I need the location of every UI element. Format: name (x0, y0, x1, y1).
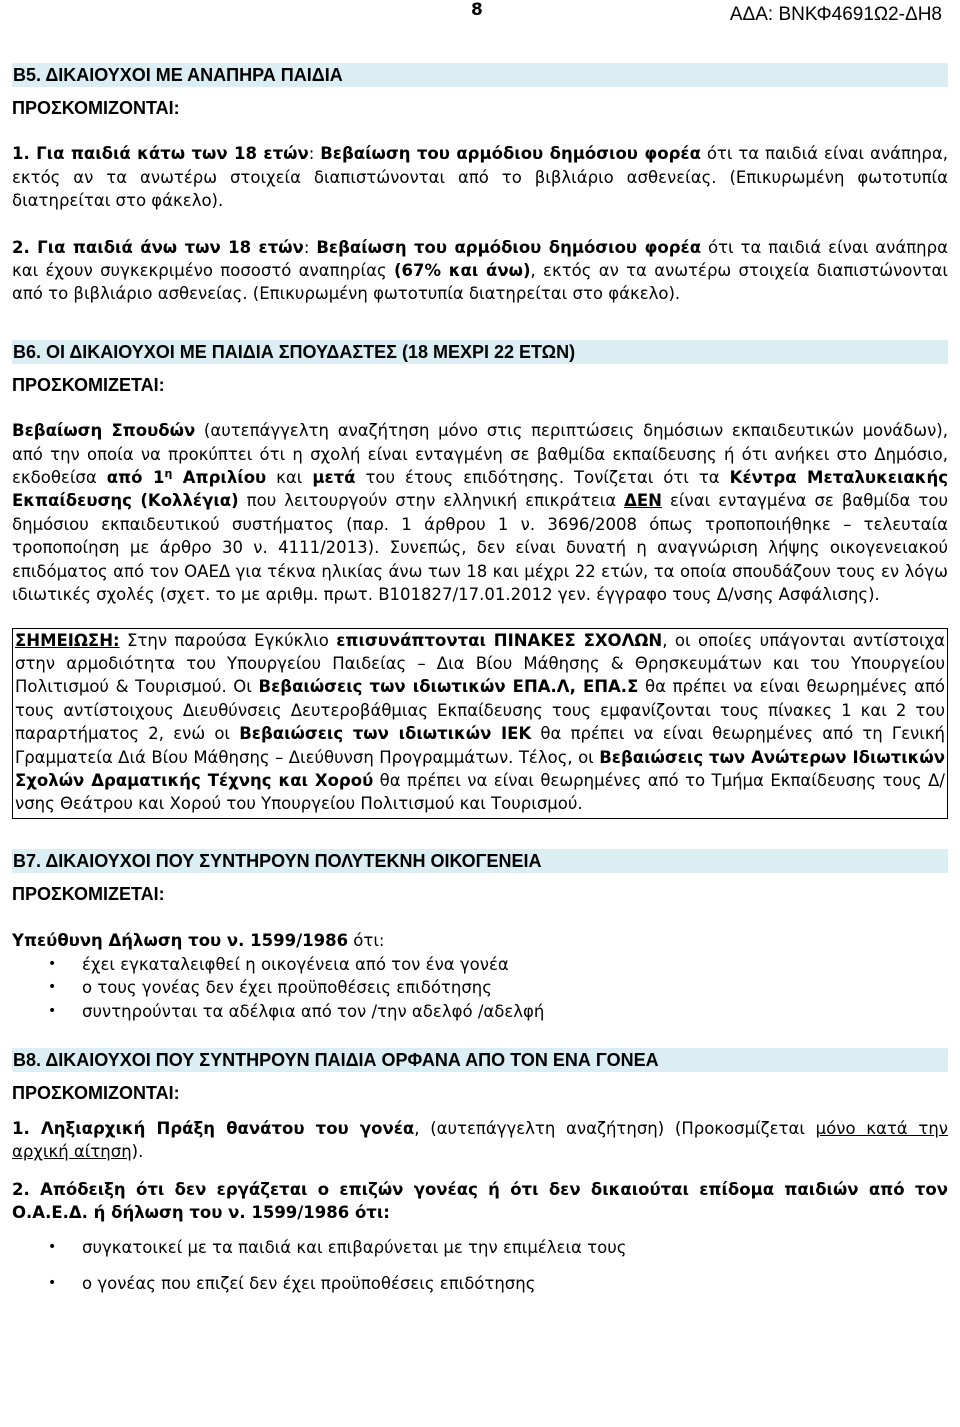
b8-item-1: 1. Ληξιαρχική Πράξη θανάτου του γονέα, (αυτεπάγγελτη αναζήτηση) (Προκοσμίζεται μόνο κατά την αρχική αίτηση). (12, 1118, 948, 1162)
list-item: • ο τους γονέας δεν έχει προϋποθέσεις επιδότησης (82, 976, 948, 1000)
b5-item-1: 1. Για παιδιά κάτω των 18 ετών: Βεβαίωση του αρμόδιου δημόσιου φορέα ότι τα παιδιά είναι ανάπηρα, εκτός αν τα ανωτέρω στοιχεία διαπιστώνονται από το βιβλιάριο ασθενείας. (Επικυρωμένη φωτοτυπία διατηρείται στο φάκελο). (12, 144, 948, 211)
section-b6-title: Β6. ΟΙ ΔΙΚΑΙΟΥΧΟΙ ΜΕ ΠΑΙΔΙΑ ΣΠΟΥΔΑΣΤΕΣ (18 ΜΕΧΡΙ 22 ΕΤΩΝ) (12, 340, 948, 364)
section-b6-submit: ΠΡΟΣΚΟΜΙΖΕΤΑΙ: (12, 374, 165, 395)
list-item: • έχει εγκαταλειφθεί η οικογένεια από τον ένα γονέα (82, 953, 948, 977)
section-b7-submit: ΠΡΟΣΚΟΜΙΖΕΤΑΙ: (12, 883, 165, 904)
b5-item-2: 2. Για παιδιά άνω των 18 ετών: Βεβαίωση του αρμόδιου δημόσιου φορέα ότι τα παιδιά είναι ανάπηρα και έχουν συγκεκριμένο ποσοστό αναπηρίας (67% και άνω), εκτός αν τα ανωτέρω στοιχεία διαπιστώνονται από το βιβλιάριο ασθενείας. (Επικυρωμένη φωτοτυπία διατηρείται στο φάκελο). (12, 237, 949, 304)
note-text: ΣΗΜΕΙΩΣΗ: Στην παρούσα Εγκύκλιο επισυνάπτονται ΠΙΝΑΚΕΣ ΣΧΟΛΩΝ, οι οποίες υπάγονται αντίστοιχα στην αρμοδιότητα του Υπουργείου Παιδείας – Δια Βίου Μάθησης & Θρησκευμάτων και του Υπουργείου Πολιτισμού & Τουρισμού. Οι Βεβαιώσεις των ιδιωτικών ΕΠΑ.Λ, ΕΠΑ.Σ θα πρέπει να είναι θεωρημένες από τους αντίστοιχους Διευθύνσεις Δευτεροβάθμιας Εκπαίδευσης τους εμφανίζονται τους πίνακες 1 και 2 του παραρτήματος 2, ενώ οι Βεβαιώσεις των ιδιωτικών ΙΕΚ θα πρέπει να είναι θεωρημένες από τη Γενική Γραμματεία Διά Βίου Μάθησης – Διεύθυνση Προγραμμάτων. Τέλος, οι Βεβαιώσεις των Ανώτερων Ιδιωτικών Σχολών Δραματικής Τέχνης και Χορού θα πρέπει να είναι θεωρημένες από το Τμήμα Εκπαίδευσης τους Δ/νσης Θεάτρου και Χορού του Υπουργείου Πολιτισμού και Τουρισμού. (15, 630, 946, 814)
list-item: • συγκατοικεί με τα παιδιά και επιβαρύνεται με την επιμέλεια τους (82, 1236, 948, 1260)
section-b7-title: Β7. ΔΙΚΑΙΟΥΧΟΙ ΠΟΥ ΣΥΝΤΗΡΟΥΝ ΠΟΛΥΤΕΚΝΗ ΟΙΚΟΓΕΝΕΙΑ (12, 849, 948, 873)
b8-bullet-list (12, 1236, 948, 1295)
section-b5-submit: ΠΡΟΣΚΟΜΙΖΟΝΤΑΙ: (12, 98, 180, 118)
b6-paragraph: Βεβαίωση Σπουδών (αυτεπάγγελτη αναζήτηση μόνο στις περιπτώσεις δημόσιων εκπαιδευτικών μονάδων), από την οποία να προκύπτει ότι η σχολή είναι ενταγμένη σε βαθμίδα εκπαίδευσης ή ότι ανήκει στο Δημόσιο, εκδοθείσα από $1^\eta$ Απριλίου και μετά του έτους επιδότησης. Τονίζεται ότι τα Κέντρα Μεταλυκειακής Εκπαίδευσης (Κολλέγια) που λειτουργούν στην ελληνική επικράτεια ΔΕΝ είναι ενταγμένα σε βαθμίδα του δημόσιου εκπαιδευτικού συστήματος (παρ. 1 άρθρου 1 ν. 3696/2008 όπως τροποποιήθηκε – τελευταία τροποποίηση με άρθρο 30 ν. 4111/2013). Συνεπώς, δεν είναι δυνατή η αναγνώριση λήψης οικογενειακού επιδόματος από τον ΟΑΕΔ για τέκνα ηλικίας άνω των 18 και μέχρι 22 ετών, τα οποία σπουδάζουν τους εν λόγω ιδιωτικές σχολές (σχετ. το με αριθμ. πρωτ. Β101827/17.01.2012 γεν. έγγραφο τους Δ/νσης Ασφάλισης). (12, 421, 948, 605)
b7-declaration: Υπεύθυνη Δήλωση του ν. 1599/1986 ότι: (12, 931, 385, 951)
ada-code: ΑΔΑ: ΒΝΚΦ4691Ω2-ΔΗ8 (729, 4, 942, 25)
list-item: • ο γονέας που επιζεί δεν έχει προϋποθέσεις επιδότησης (82, 1272, 948, 1296)
list-item: • συντηρούνται τα αδέλφια από τον /την αδελφό /αδελφή (82, 1000, 948, 1024)
section-b5-title: Β5. ΔΙΚΑΙΟΥΧΟΙ ΜΕ ΑΝΑΠΗΡΑ ΠΑΙΔΙΑ (12, 63, 948, 87)
note-box (12, 628, 948, 819)
document-body (12, 63, 948, 1308)
section-b8-title: Β8. ΔΙΚΑΙΟΥΧΟΙ ΠΟΥ ΣΥΝΤΗΡΟΥΝ ΠΑΙΔΙΑ ΟΡΦΑΝΑ ΑΠΟ ΤΟΝ ΕΝΑ ΓΟΝΕΑ (12, 1048, 948, 1072)
b8-item-2: 2. Απόδειξη ότι δεν εργάζεται ο επιζών γονέας ή ότι δεν δικαιούται επίδομα παιδιών από τον Ο.Α.Ε.Δ. ή δήλωση του ν. 1599/1986 ότι: (12, 1179, 948, 1222)
page-number: 8 (471, 0, 483, 20)
section-b8-submit: ΠΡΟΣΚΟΜΙΖΟΝΤΑΙ: (12, 1083, 180, 1104)
b7-bullet-list (12, 953, 948, 1024)
